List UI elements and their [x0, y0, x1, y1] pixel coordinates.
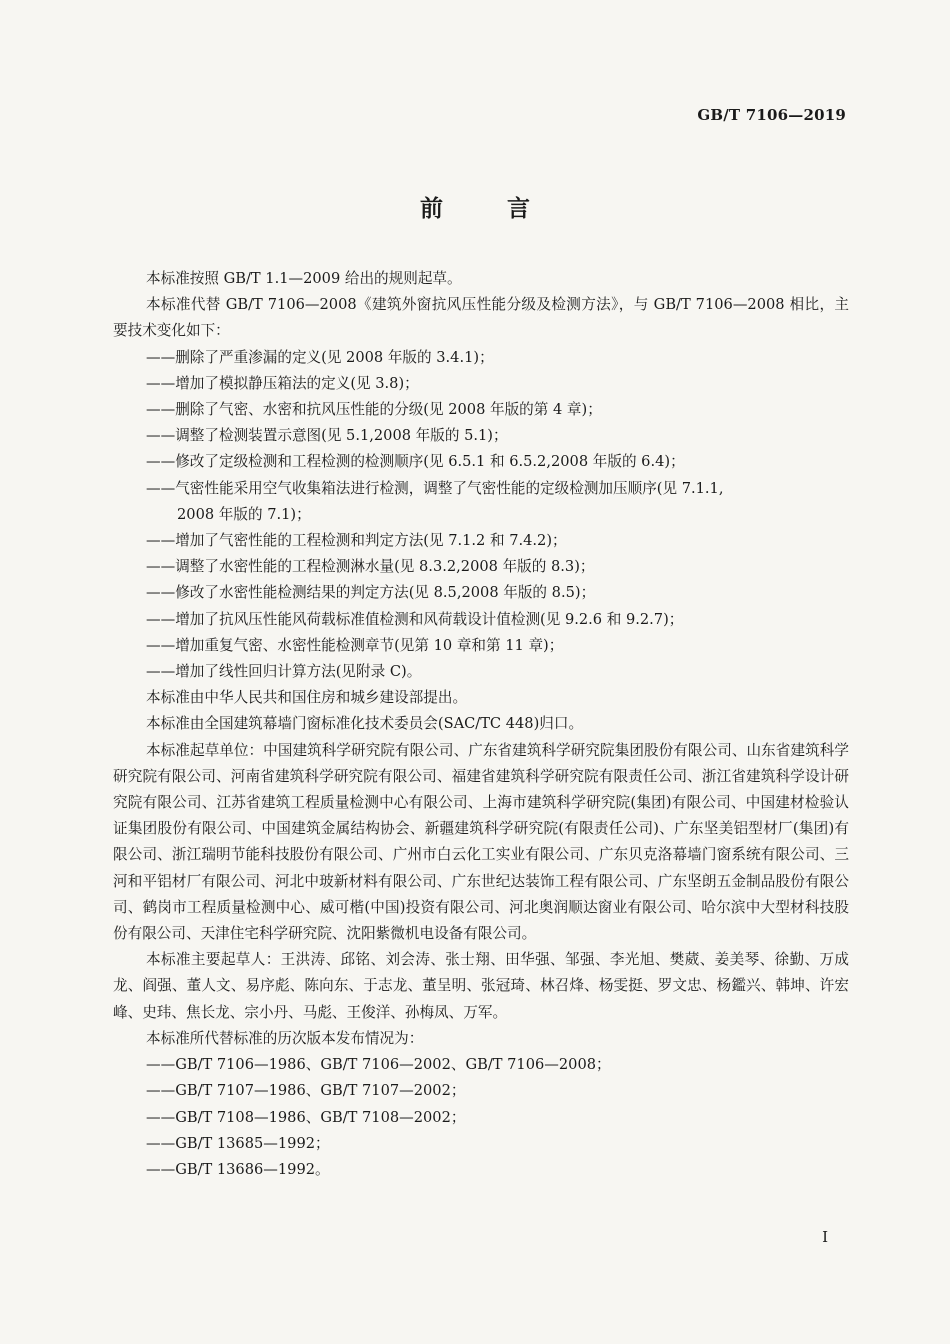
paragraph-drafting-rules: 本标准按照 GB/T 1.1—2009 给出的规则起草。 — [146, 270, 462, 287]
history-item: ——GB/T 13685—1992； — [146, 1134, 330, 1152]
history-item: ——GB/T 7108—1986、GB/T 7108—2002； — [146, 1108, 466, 1126]
paragraph-proposed-by: 本标准由中华人民共和国住房和城乡建设部提出。 — [146, 689, 468, 707]
change-item: ——增加了模拟静压箱法的定义(见 3.8)； — [146, 374, 419, 392]
paragraph-drafting-organizations: 本标准起草单位：中国建筑科学研究院有限公司、广东省建筑科学研究院集团股份有限公司、山东省建筑科学研究院有限公司、河南省建筑科学研究院有限公司、福建省建筑科学研究院有限责任公司、浙江省建筑科学设计研究院有限公司、江苏省建筑工程质量检测中心有限公司、上海市建筑科学研究院(集团)有限公司、中国建材检验认证集团股份有限公司、中国建筑金属结构协会、新疆建筑科学研究院(有限责任公司)、广东坚美铝型材厂(集团)有限公司、浙江瑞明节能科技股份有限公司、广州市白云化工实业有限公司、广东贝克洛幕墙门窗系统有限公司、三河和平铝材厂有限公司、河北中玻新材料有限公司、广东世纪达装饰工程有限公司、广东坚朗五金制品股份有限公司、鹤岗市工程质量检测中心、威可楷(中国)投资有限公司、河北奥润顺达窗业有限公司、哈尔滨中大型材科技股份有限公司、天津住宅科学研究院、沈阳紫微机电设备有限公司。 — [113, 741, 849, 943]
paragraph-supersedes: 本标准代替 GB/T 7106—2008《建筑外窗抗风压性能分级及检测方法》，与 GB/T 7106—2008 相比，主要技术变化如下： — [113, 296, 849, 340]
standard-number: GB/T 7106—2019 — [697, 106, 846, 124]
change-item: ——调整了水密性能的工程检测淋水量(见 8.3.2,2008 年版的 8.3)； — [146, 558, 595, 576]
history-item: ——GB/T 13686—1992。 — [146, 1160, 330, 1178]
change-item: ——调整了检测装置示意图(见 5.1,2008 年版的 5.1)； — [146, 427, 508, 445]
foreword-body — [113, 266, 849, 1183]
change-item: ——删除了气密、水密和抗风压性能的分级(见 2008 年版的第 4 章)； — [146, 401, 602, 419]
change-item: ——增加了抗风压性能风荷载标准值检测和风荷载设计值检测(见 9.2.6 和 9.2.7)； — [146, 610, 684, 628]
change-item-continuation: 2008 年版的 7.1)； — [177, 505, 311, 523]
change-item: ——修改了水密性能检测结果的判定方法(见 8.5,2008 年版的 8.5)； — [146, 584, 596, 602]
paragraph-administered-by: 本标准由全国建筑幕墙门窗标准化技术委员会(SAC/TC 448)归口。 — [146, 715, 584, 733]
paragraph-drafters: 本标准主要起草人：王洪涛、邱铭、刘会涛、张士翔、田华强、邹强、李光旭、樊葳、姜美琴、徐勤、万成龙、阎强、董人文、易序彪、陈向东、于志龙、董呈明、张冠琦、林召烽、杨雯挺、罗文忠、杨鑑兴、韩坤、许宏峰、史玮、焦长龙、宗小丹、马彪、王俊洋、孙梅凤、万军。 — [113, 951, 849, 1021]
change-item: ——增加了线性回归计算方法(见附录 C)。 — [146, 663, 422, 681]
change-item: ——气密性能采用空气收集箱法进行检测，调整了气密性能的定级检测加压顺序(见 7.1.1, — [146, 479, 724, 497]
history-item: ——GB/T 7106—1986、GB/T 7106—2002、GB/T 7106—2008； — [146, 1056, 611, 1074]
history-item: ——GB/T 7107—1986、GB/T 7107—2002； — [146, 1082, 466, 1100]
change-item: ——修改了定级检测和工程检测的检测顺序(见 6.5.1 和 6.5.2,2008 年版的 6.4)； — [146, 453, 685, 471]
change-item: ——增加了气密性能的工程检测和判定方法(见 7.1.2 和 7.4.2)； — [146, 532, 567, 550]
change-item: ——删除了严重渗漏的定义(见 2008 年版的 3.4.1)； — [146, 348, 494, 366]
paragraph-history-intro: 本标准所代替标准的历次版本发布情况为： — [146, 1029, 424, 1047]
page-title: 前 言 — [419, 196, 558, 222]
page-number: I — [822, 1228, 828, 1246]
change-item: ——增加重复气密、水密性能检测章节(见第 10 章和第 11 章)； — [146, 636, 564, 654]
